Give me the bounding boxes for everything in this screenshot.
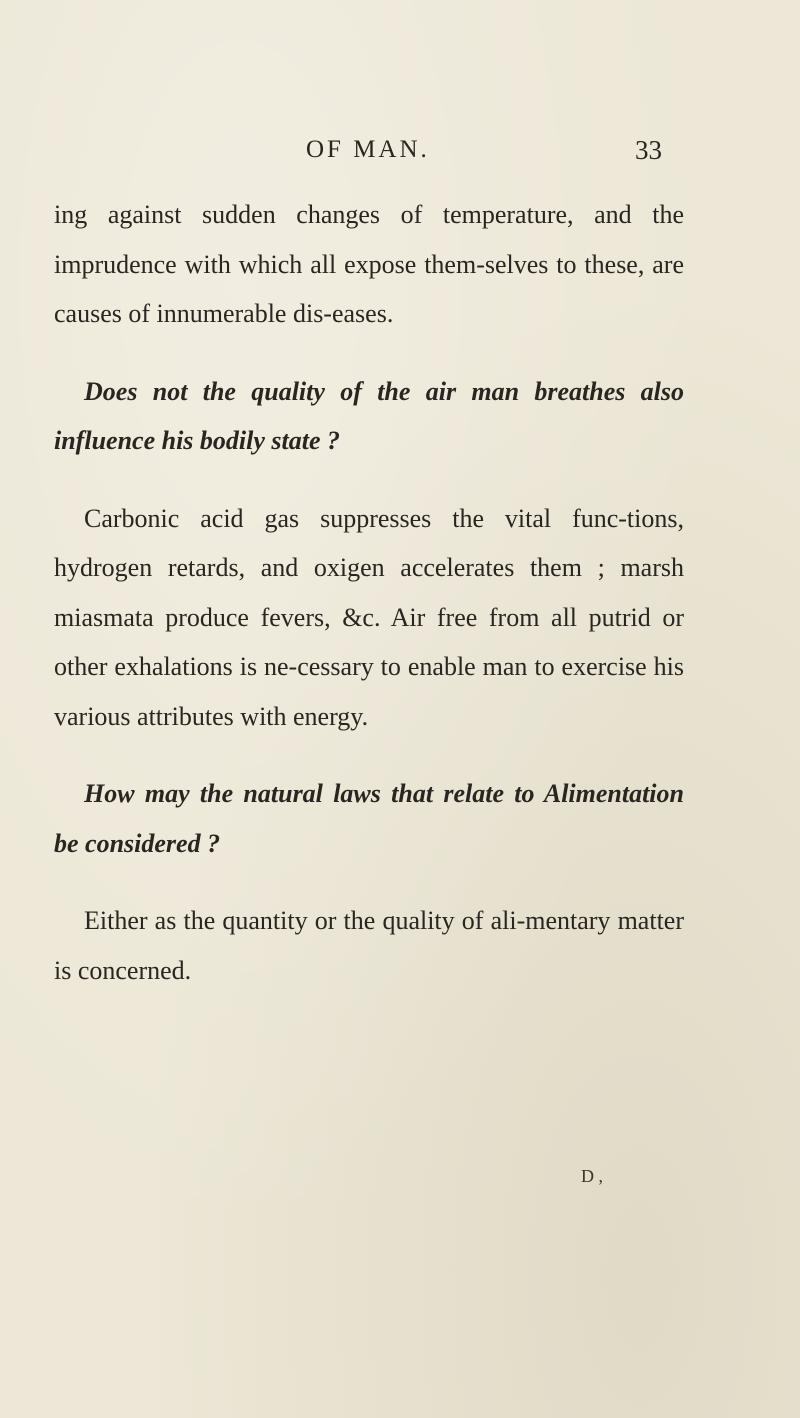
running-title: OF MAN.	[306, 136, 430, 163]
paragraph-gap	[54, 466, 684, 494]
body-text	[54, 190, 684, 995]
paragraph-continued: ing against sudden changes of temperature, and the imprudence with which all expose them-selves to these, are causes of innumerable dis-eases.	[54, 200, 684, 328]
paragraph-gap	[54, 339, 684, 367]
signature-mark: D ,	[581, 1166, 603, 1186]
question-paragraph: How may the natural laws that relate to Alimentation be considered ?	[54, 779, 684, 858]
page-number: 33	[635, 135, 662, 165]
running-head	[0, 132, 800, 172]
answer-paragraph: Either as the quantity or the quality of ali-mentary matter is concerned.	[54, 906, 684, 985]
paragraph-gap	[54, 741, 684, 769]
question-paragraph: Does not the quality of the air man breathes also influence his bodily state ?	[54, 376, 684, 455]
answer-paragraph: Carbonic acid gas suppresses the vital func-tions, hydrogen retards, and oxigen accelerates them ; marsh miasmata produce fevers, &c. Air free from all putrid or other exhalations is ne-cessary to enable man to exercise his various attributes with energy.	[54, 503, 684, 731]
paragraph-gap	[54, 868, 684, 896]
